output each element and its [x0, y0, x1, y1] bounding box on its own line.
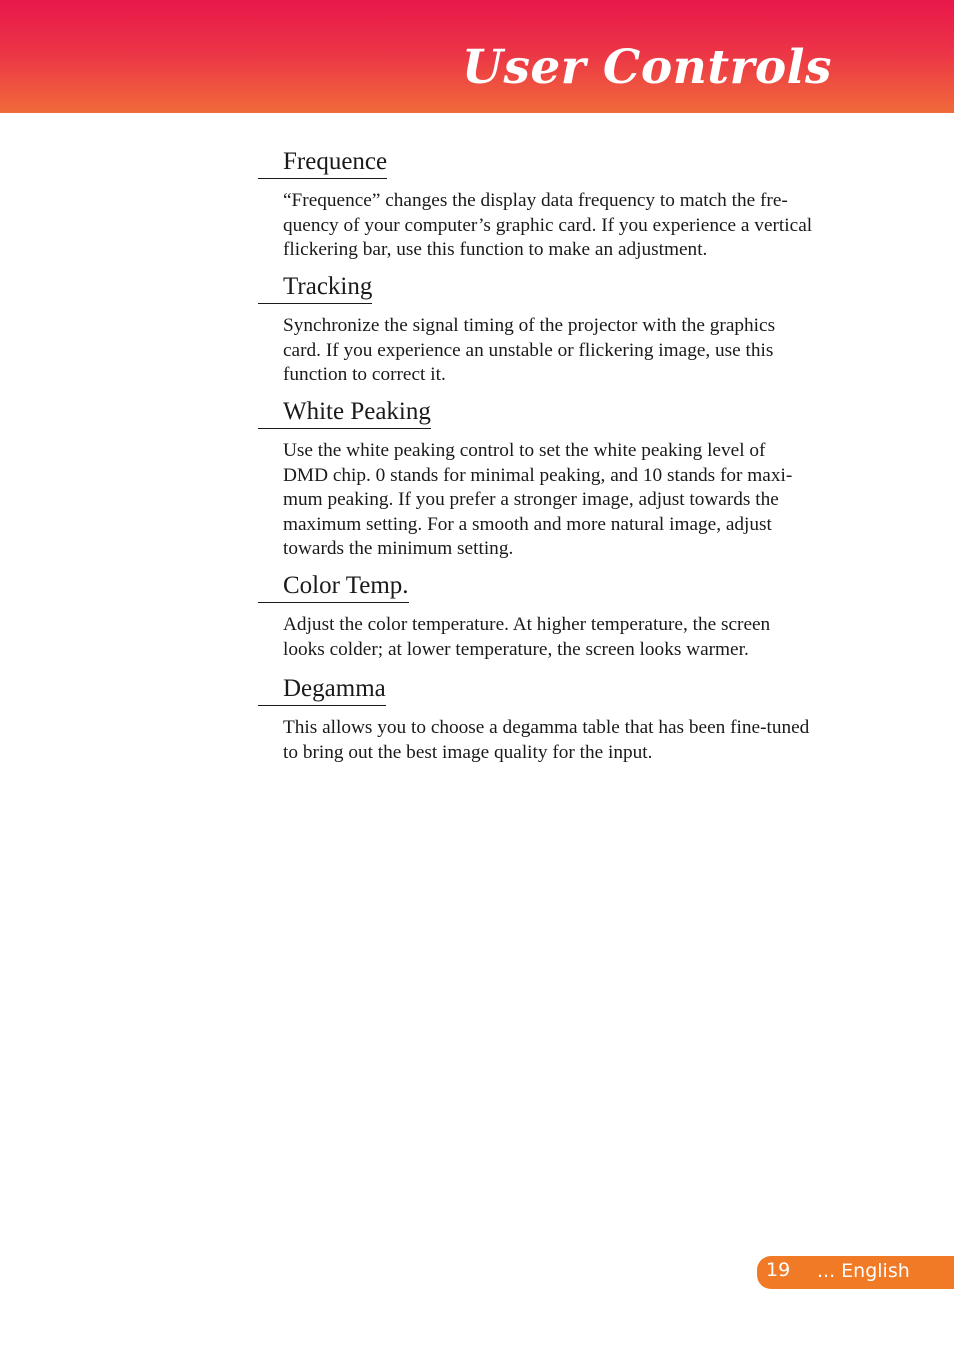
language-label: ... English [817, 1260, 910, 1282]
section-description [283, 613, 905, 662]
section-heading: Tracking [258, 272, 372, 304]
text-line: card. If you experience an unstable or flickering image, use this [283, 339, 774, 361]
text-line: This allows you to choose a degamma table that has been fine-tuned [283, 717, 810, 738]
text-line: Use the white peaking control to set the white peaking level of [283, 440, 766, 461]
text-line: flickering bar, use this function to make an adjustment. [283, 239, 708, 261]
text-line: mum peaking. If you prefer a stronger image, adjust towards the [283, 489, 779, 511]
text-line: looks colder; at lower temperature, the screen looks warmer. [283, 638, 749, 660]
section-description [283, 314, 905, 388]
text-line: Adjust the color temperature. At higher temperature, the screen [283, 614, 771, 635]
text-line: quency of your computer’s graphic card. If you experience a vertical [283, 214, 813, 236]
page-number: 19 [766, 1259, 791, 1281]
text-line: “Frequence” changes the display data frequency to match the fre- [283, 190, 788, 211]
text-line: DMD chip. 0 stands for minimal peaking, and 10 stands for maxi- [283, 464, 793, 486]
text-line: maximum setting. For a smooth and more natural image, adjust [283, 513, 772, 535]
text-line: Synchronize the signal timing of the projector with the graphics [283, 315, 776, 336]
section-heading: Degamma [258, 674, 386, 706]
section-description [283, 439, 905, 562]
section-heading: Frequence [258, 147, 387, 179]
text-line: towards the minimum setting. [283, 538, 514, 560]
section-heading: Color Temp. [258, 571, 409, 603]
section-heading: White Peaking [258, 397, 431, 429]
section-description [283, 716, 905, 765]
page-footer-tab [757, 1256, 954, 1289]
page-title: User Controls [461, 40, 832, 95]
text-line: to bring out the best image quality for the input. [283, 741, 653, 763]
text-line: function to correct it. [283, 364, 446, 386]
page-header-banner [0, 0, 954, 113]
section-description [283, 189, 905, 263]
